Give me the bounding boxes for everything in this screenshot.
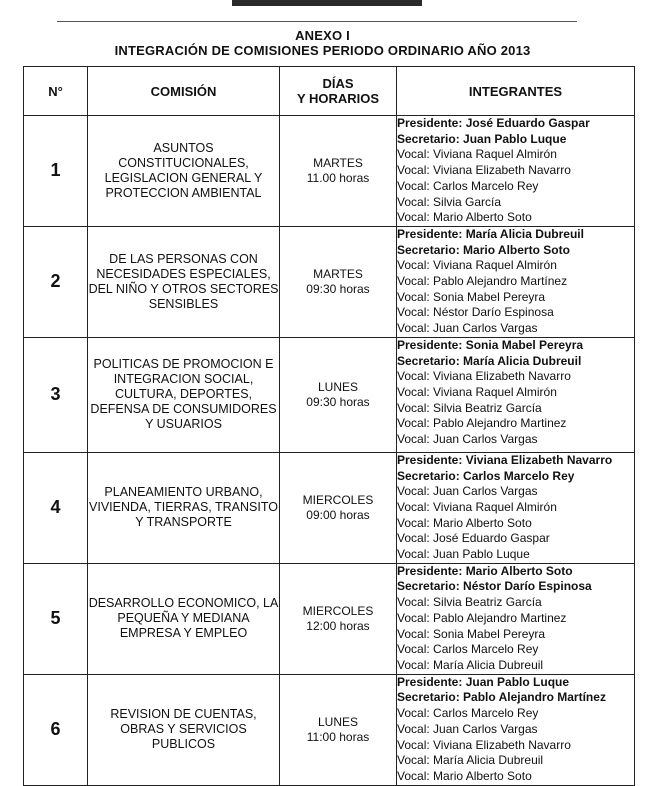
document-title: INTEGRACIÓN DE COMISIONES PERIODO ORDINARIO AÑO 2013 [114,43,531,58]
member-vocal: Vocal: Juan Pablo Luque [397,547,530,562]
member-secretary: Secretario: María Alicia Dubreuil [397,353,582,368]
table-row [24,226,635,337]
commission-members [397,337,635,452]
member-vocal: Vocal: Pablo Alejandro Martinez [397,610,567,625]
member-vocal: Vocal: Sonia Mabel Pereyra [397,626,546,641]
member-vocal: Vocal: Viviana Raquel Almirón [397,384,557,399]
commission-members [397,116,635,227]
member-vocal: Vocal: Pablo Alejandro Martinez [397,416,567,431]
schedule-hour: 11.00 horas [306,170,370,185]
schedule-hour: 09:30 horas [306,281,370,296]
member-vocal: Vocal: Juan Carlos Vargas [397,484,538,499]
member-vocal: Vocal: Juan Carlos Vargas [397,432,538,447]
commission-name: POLITICAS DE PROMOCION E INTEGRACION SOCIAL, CULTURA, DEPORTES, DEFENSA DE CONSUMIDORES Y USUARIOS [88,337,280,452]
commission-members [397,452,635,563]
member-vocal: Vocal: Carlos Marcelo Rey [397,178,539,193]
commission-number: 5 [24,563,88,674]
commission-number: 2 [24,226,88,337]
commission-number: 3 [24,337,88,452]
member-vocal: Vocal: Néstor Darío Espinosa [397,305,554,320]
member-secretary: Secretario: Carlos Marcelo Rey [397,468,575,483]
commission-schedule [280,226,397,337]
commission-schedule [280,563,397,674]
member-secretary: Secretario: Pablo Alejandro Martínez [397,690,606,705]
schedule-day: LUNES [317,714,358,729]
member-vocal: Vocal: Silvia Beatriz García [397,595,542,610]
schedule-hour: 11:00 horas [306,729,370,744]
commission-name: PLANEAMIENTO URBANO, VIVIENDA, TIERRAS, TRANSITO Y TRANSPORTE [88,452,280,563]
member-vocal: Vocal: Silvia García [397,194,502,209]
member-vocal: Vocal: Mario Alberto Soto [397,768,532,783]
member-vocal: Vocal: Pablo Alejandro Martínez [397,274,568,289]
member-secretary: Secretario: Néstor Darío Espinosa [397,579,592,594]
commission-number: 6 [24,674,88,785]
table-header-row [24,67,635,116]
member-vocal: Vocal: Viviana Elizabeth Navarro [397,163,571,178]
commission-schedule [280,337,397,452]
member-vocal: Vocal: Viviana Elizabeth Navarro [397,737,571,752]
commission-name: DE LAS PERSONAS CON NECESIDADES ESPECIALES, DEL NIÑO Y OTROS SECTORES SENSIBLES [88,226,280,337]
table-body [24,116,635,786]
table-row [24,337,635,452]
top-edge-bar [232,0,422,6]
member-president: Presidente: José Eduardo Gaspar [397,116,590,130]
commission-schedule [280,116,397,227]
commission-number: 1 [24,116,88,227]
member-vocal: Vocal: María Alicia Dubreuil [397,657,544,672]
column-header-schedule: DÍAS Y HORARIOS [280,67,397,116]
schedule-hour: 09:30 horas [306,394,370,409]
member-vocal: Vocal: Juan Carlos Vargas [397,321,538,336]
schedule-day: MARTES [313,155,363,170]
member-vocal: Vocal: Viviana Elizabeth Navarro [397,369,571,384]
member-president: Presidente: Viviana Elizabeth Navarro [397,452,613,467]
schedule-day: MARTES [313,266,363,281]
commission-name: REVISION DE CUENTAS, OBRAS Y SERVICIOS PUBLICOS [88,674,280,785]
member-secretary: Secretario: Mario Alberto Soto [397,242,570,257]
commissions-table [23,66,635,786]
member-vocal: Vocal: Carlos Marcelo Rey [397,706,539,721]
member-vocal: Vocal: Mario Alberto Soto [397,210,532,225]
column-header-number: N° [24,67,88,116]
commission-schedule [280,452,397,563]
column-header-members: INTEGRANTES [397,67,635,116]
schedule-day: MIERCOLES [302,492,374,507]
member-vocal: Vocal: Viviana Raquel Almirón [397,147,557,162]
table-row [24,563,635,674]
commission-members [397,226,635,337]
commission-number: 4 [24,452,88,563]
schedule-day: MIERCOLES [302,603,374,618]
member-vocal: Vocal: Carlos Marcelo Rey [397,642,539,657]
member-vocal: Vocal: Viviana Raquel Almirón [397,499,557,514]
member-president: Presidente: Juan Pablo Luque [397,674,570,689]
commission-schedule [280,674,397,785]
member-secretary: Secretario: Juan Pablo Luque [397,131,567,146]
member-president: Presidente: Sonia Mabel Pereyra [397,337,584,352]
schedule-hour: 12:00 horas [306,618,370,633]
commission-members [397,563,635,674]
top-divider-line [57,21,577,22]
schedule-hour: 09:00 horas [306,507,370,522]
commission-members [397,674,635,785]
schedule-day: LUNES [317,379,358,394]
column-header-commission: COMISIÓN [88,67,280,116]
member-president: Presidente: Mario Alberto Soto [397,563,573,578]
member-vocal: Vocal: Silvia Beatriz García [397,400,542,415]
member-vocal: Vocal: José Eduardo Gaspar [397,531,550,546]
member-president: Presidente: María Alicia Dubreuil [397,226,584,241]
commission-name: DESARROLLO ECONOMICO, LA PEQUEÑA Y MEDIANA EMPRESA Y EMPLEO [88,563,280,674]
member-vocal: Vocal: Juan Carlos Vargas [397,721,538,736]
table-row [24,452,635,563]
table-row [24,116,635,227]
annex-label: ANEXO I [295,28,350,43]
member-vocal: Vocal: Sonia Mabel Pereyra [397,289,546,304]
table-row [24,674,635,785]
member-vocal: Vocal: Viviana Raquel Almirón [397,258,557,273]
member-vocal: Vocal: María Alicia Dubreuil [397,753,544,768]
member-vocal: Vocal: Mario Alberto Soto [397,515,532,530]
commission-name: ASUNTOS CONSTITUCIONALES, LEGISLACION GENERAL Y PROTECCION AMBIENTAL [88,116,280,227]
